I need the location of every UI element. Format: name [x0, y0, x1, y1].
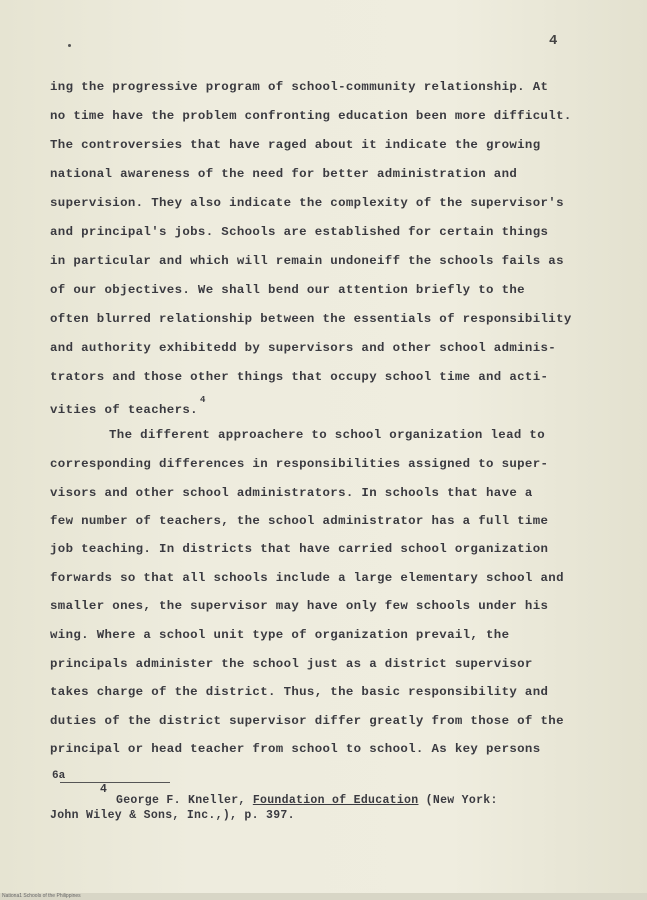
body-line: job teaching. In districts that have carried school organization: [50, 542, 549, 556]
footnote-publisher: (New York:: [425, 794, 498, 807]
page-number: 4: [549, 33, 558, 49]
footer-text: Nationa1 Schools of the Philippines: [2, 893, 81, 899]
body-line: and principal's jobs. Schools are established for certain things: [50, 225, 549, 239]
body-line-text: vities of teachers.: [50, 403, 198, 418]
footnote-reference: 4: [199, 395, 206, 405]
body-line: wing. Where a school unit type of organization prevail, the: [50, 628, 510, 642]
body-line: principal or head teacher from school to school. As key persons: [50, 742, 541, 756]
body-line-with-footnote-ref: [50, 395, 206, 418]
body-line: trators and those other things that occupy school time and acti-: [50, 370, 549, 384]
footnote-rule: [60, 782, 170, 783]
body-line: duties of the district supervisor differ greatly from those of the: [50, 714, 564, 728]
body-line: forwards so that all schools include a large elementary school and: [50, 571, 564, 585]
footnote-line-2: John Wiley & Sons, Inc.,), p. 397.: [50, 809, 295, 822]
paper-speck: [68, 44, 71, 47]
body-line: smaller ones, the supervisor may have only few schools under his: [50, 599, 549, 613]
body-line: few number of teachers, the school administrator has a full time: [50, 514, 549, 528]
footnote-number: 4: [100, 783, 108, 796]
footnote-line-1: [116, 794, 498, 807]
body-line: takes charge of the district. Thus, the basic responsibility and: [50, 685, 549, 699]
footnote-marker: 6a: [52, 770, 66, 782]
body-line: often blurred relationship between the essentials of responsibility: [50, 312, 572, 326]
body-line: principals administer the school just as a district supervisor: [50, 657, 533, 671]
footnote-author: George F. Kneller,: [116, 794, 246, 807]
body-line: and authority exhibitedd by supervisors and other school adminis-: [50, 341, 557, 355]
body-line: national awareness of the need for better administration and: [50, 167, 518, 181]
body-line: of our objectives. We shall bend our attention briefly to the: [50, 283, 525, 297]
body-line: no time have the problem confronting education been more difficult.: [50, 109, 572, 123]
body-line: in particular and which will remain undoneiff the schools fails as: [50, 254, 564, 268]
body-line: The controversies that have raged about it indicate the growing: [50, 138, 541, 152]
paragraph-start-line: The different approachere to school organization lead to: [109, 428, 545, 442]
body-line: ing the progressive program of school-community relationship. At: [50, 80, 549, 94]
footnote-title: Foundation of Education: [252, 794, 419, 807]
body-line: supervision. They also indicate the complexity of the supervisor's: [50, 196, 564, 210]
body-line: corresponding differences in responsibilities assigned to super-: [50, 457, 549, 471]
body-line: visors and other school administrators. In schools that have a: [50, 486, 533, 500]
footer-strip: [0, 893, 647, 900]
